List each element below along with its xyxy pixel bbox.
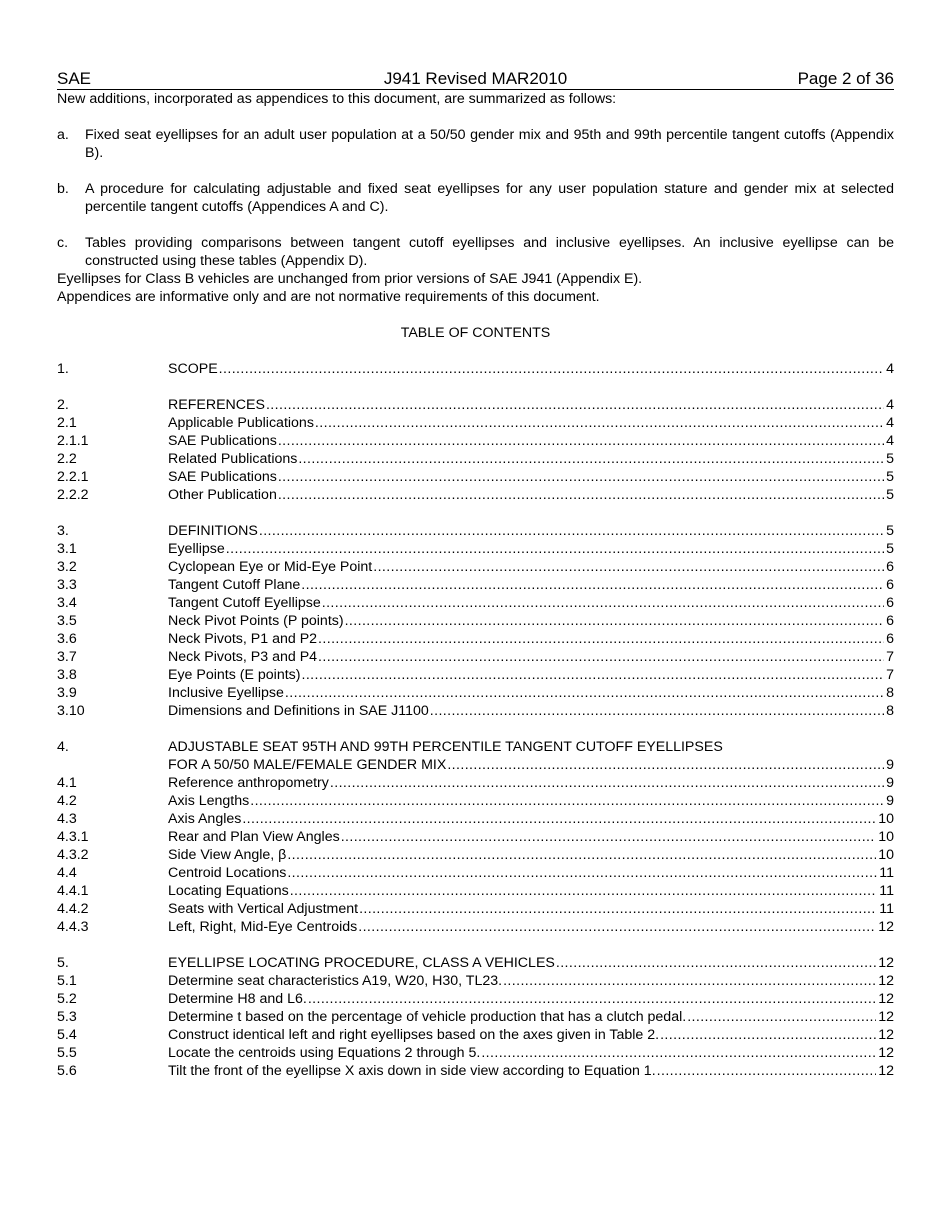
- leader-dots: [656, 1062, 877, 1080]
- toc-section-5: [57, 954, 894, 1080]
- leader-dots: [241, 810, 876, 828]
- toc-number: 4.3.2: [57, 847, 89, 863]
- toc-entry[interactable]: [57, 612, 894, 630]
- toc-title: Cyclopean Eye or Mid-Eye Point: [168, 559, 373, 575]
- toc-number: 3.1: [57, 541, 77, 557]
- toc-title: DEFINITIONS: [168, 523, 258, 539]
- toc-entry[interactable]: [57, 792, 894, 810]
- toc-number: 1.: [57, 361, 69, 377]
- leader-dots: [225, 540, 884, 558]
- leader-dots: [340, 828, 877, 846]
- leader-dots: [258, 522, 884, 540]
- toc-entry[interactable]: [57, 486, 894, 504]
- toc-page: 12: [878, 991, 894, 1007]
- leader-dots: [446, 756, 884, 774]
- toc-number: 3.: [57, 523, 69, 539]
- toc-entry[interactable]: [57, 828, 894, 846]
- leader-dots: [555, 954, 876, 972]
- leader-dots: [297, 450, 884, 468]
- toc-number: 2.: [57, 397, 69, 413]
- toc-title: Neck Pivots, P3 and P4: [168, 649, 318, 665]
- toc-page: 9: [886, 793, 894, 809]
- toc-title: Locating Equations: [168, 883, 289, 899]
- page-header: [57, 69, 894, 90]
- toc-title: Left, Right, Mid-Eye Centroids: [168, 919, 358, 935]
- toc-entry[interactable]: [57, 702, 894, 720]
- toc-entry[interactable]: [57, 864, 894, 882]
- toc-title: SCOPE: [168, 361, 218, 377]
- toc-number: 3.8: [57, 667, 77, 683]
- toc-entry[interactable]: [57, 1026, 894, 1044]
- list-marker: a.: [57, 127, 69, 143]
- leader-dots: [284, 684, 884, 702]
- toc-title: Determine seat characteristics A19, W20, H30, TL23.: [168, 973, 503, 989]
- toc-page: 12: [878, 1009, 894, 1025]
- toc-number: 5.: [57, 955, 69, 971]
- toc-page: 11: [879, 901, 894, 917]
- toc-number: 4.2: [57, 793, 77, 809]
- toc-title: Eye Points (E points): [168, 667, 301, 683]
- header-page-number: Page 2 of 36: [797, 69, 894, 88]
- toc-page: 4: [886, 433, 894, 449]
- toc-title-line2: FOR A 50/50 MALE/FEMALE GENDER MIX: [168, 757, 447, 773]
- leader-dots: [372, 558, 884, 576]
- toc-entry[interactable]: [57, 648, 894, 666]
- toc-entry[interactable]: [57, 810, 894, 828]
- toc-entry[interactable]: [57, 558, 894, 576]
- toc-entry[interactable]: [57, 576, 894, 594]
- toc-number: 4.1: [57, 775, 77, 791]
- leader-dots: [249, 792, 884, 810]
- toc-entry[interactable]: [57, 954, 894, 972]
- toc-page: 5: [886, 451, 894, 467]
- toc-title: Reference anthropometry: [168, 775, 329, 791]
- table-of-contents: [57, 360, 894, 1080]
- toc-page: 9: [886, 757, 894, 773]
- toc-section-1: [57, 360, 894, 378]
- list-text: Tables providing comparisons between tangent cutoff eyellipses and inclusive eyellipses. An inclusive eyellipse can be constructed using these tables (Appendix D).: [85, 235, 894, 269]
- leader-dots: [659, 1026, 876, 1044]
- toc-number: 5.3: [57, 1009, 77, 1025]
- header-org: SAE: [57, 69, 92, 88]
- toc-number: 3.9: [57, 685, 77, 701]
- toc-entry[interactable]: [57, 396, 894, 414]
- toc-section-4: [57, 774, 894, 936]
- toc-entry[interactable]: [57, 990, 894, 1008]
- toc-title: TABLE OF CONTENTS: [400, 325, 551, 341]
- header-doc-id: J941 Revised MAR2010: [383, 69, 568, 88]
- toc-number: 2.2.2: [57, 487, 89, 503]
- list-marker: c.: [57, 235, 69, 251]
- toc-entry[interactable]: [57, 738, 894, 756]
- leader-dots: [265, 396, 884, 414]
- toc-entry[interactable]: [57, 432, 894, 450]
- toc-section-2: [57, 396, 894, 504]
- toc-entry[interactable]: [57, 684, 894, 702]
- toc-page: 8: [886, 703, 894, 719]
- toc-number: 2.2: [57, 451, 77, 467]
- toc-title: Determine H8 and L6.: [168, 991, 307, 1007]
- appendices-paragraph: Appendices are informative only and are not normative requirements of this document.: [57, 289, 600, 305]
- toc-page: 12: [878, 955, 894, 971]
- toc-page: 12: [878, 973, 894, 989]
- toc-title: Locate the centroids using Equations 2 through 5.: [168, 1045, 481, 1061]
- toc-entry[interactable]: [57, 972, 894, 990]
- list-item-a: [57, 126, 894, 162]
- toc-page: 10: [878, 847, 894, 863]
- leader-dots: [321, 594, 884, 612]
- toc-page: 7: [886, 649, 894, 665]
- leader-dots: [277, 432, 884, 450]
- toc-number: 5.6: [57, 1063, 77, 1079]
- toc-number: 4.4.1: [57, 883, 89, 899]
- toc-page: 4: [886, 361, 894, 377]
- toc-page: 5: [886, 469, 894, 485]
- leader-dots: [502, 972, 876, 990]
- toc-entry[interactable]: [57, 846, 894, 864]
- toc-entry[interactable]: [57, 468, 894, 486]
- toc-entry[interactable]: [57, 1044, 894, 1062]
- toc-page: 10: [878, 811, 894, 827]
- class-b-paragraph: Eyellipses for Class B vehicles are unchanged from prior versions of SAE J941 (Appendix E).: [57, 271, 643, 287]
- toc-number: 5.4: [57, 1027, 77, 1043]
- toc-entry[interactable]: [57, 1008, 894, 1026]
- toc-entry[interactable]: [57, 918, 894, 936]
- toc-entry[interactable]: [57, 540, 894, 558]
- toc-title: Side View Angle, β: [168, 847, 287, 863]
- toc-entry[interactable]: [57, 360, 894, 378]
- leader-dots: [329, 774, 884, 792]
- leader-dots: [286, 864, 877, 882]
- toc-title: Neck Pivot Points (P points): [168, 613, 344, 629]
- toc-page: 12: [878, 919, 894, 935]
- toc-page: 11: [879, 883, 894, 899]
- toc-page: 6: [886, 559, 894, 575]
- toc-page: 6: [886, 577, 894, 593]
- toc-number: 3.3: [57, 577, 77, 593]
- toc-number: 4.3.1: [57, 829, 89, 845]
- toc-entry[interactable]: [57, 774, 894, 792]
- toc-title: REFERENCES: [168, 397, 265, 413]
- toc-entry[interactable]: [57, 882, 894, 900]
- leader-dots: [218, 360, 884, 378]
- toc-page: 6: [886, 631, 894, 647]
- toc-title: Neck Pivots, P1 and P2: [168, 631, 318, 647]
- leader-dots: [357, 918, 876, 936]
- toc-number: 3.6: [57, 631, 77, 647]
- list-item-b: [57, 180, 894, 216]
- toc-page: 8: [886, 685, 894, 701]
- toc-title: Tangent Cutoff Eyellipse: [168, 595, 321, 611]
- toc-title-line1: ADJUSTABLE SEAT 95TH AND 99TH PERCENTILE TANGENT CUTOFF EYELLIPSES: [168, 739, 723, 755]
- toc-number: 2.1: [57, 415, 77, 431]
- toc-page: 6: [886, 595, 894, 611]
- toc-page: 10: [878, 829, 894, 845]
- toc-title: EYELLIPSE LOCATING PROCEDURE, CLASS A VEHICLES: [168, 955, 555, 971]
- leader-dots: [307, 990, 876, 1008]
- toc-title: Tangent Cutoff Plane: [168, 577, 301, 593]
- toc-entry[interactable]: [57, 630, 894, 648]
- toc-title: SAE Publications: [168, 433, 277, 449]
- toc-number: 4.4.2: [57, 901, 89, 917]
- toc-page: 12: [878, 1045, 894, 1061]
- toc-page: 12: [878, 1063, 894, 1079]
- toc-title: Determine t based on the percentage of vehicle production that has a clutch pedal.: [168, 1009, 687, 1025]
- toc-page: 11: [879, 865, 894, 881]
- toc-entry[interactable]: [57, 1062, 894, 1080]
- leader-dots: [300, 666, 884, 684]
- toc-entry[interactable]: [57, 522, 894, 540]
- leader-dots: [286, 846, 876, 864]
- toc-page: 5: [886, 487, 894, 503]
- leader-dots: [344, 612, 885, 630]
- leader-dots: [277, 468, 884, 486]
- toc-title: Inclusive Eyellipse: [168, 685, 284, 701]
- toc-title: Eyellipse: [168, 541, 225, 557]
- list-item-c: [57, 234, 894, 270]
- toc-title: Axis Angles: [168, 811, 242, 827]
- leader-dots: [429, 702, 884, 720]
- toc-number: 5.1: [57, 973, 77, 989]
- leader-dots: [480, 1044, 876, 1062]
- leader-dots: [289, 882, 878, 900]
- document-page: [57, 69, 894, 1080]
- toc-title: Axis Lengths: [168, 793, 250, 809]
- toc-section-3: [57, 522, 894, 720]
- list-text: Fixed seat eyellipses for an adult user population at a 50/50 gender mix and 95th and 99th percentile tangent cutoffs (Appendix B).: [85, 127, 894, 161]
- list-text: A procedure for calculating adjustable and fixed seat eyellipses for any user population stature and gender mix at selected percentile tangent cutoffs (Appendices A and C).: [85, 181, 894, 215]
- toc-number: 4.4.3: [57, 919, 89, 935]
- toc-entry[interactable]: [57, 756, 894, 774]
- toc-number: 3.10: [57, 703, 85, 719]
- toc-page: 6: [886, 613, 894, 629]
- toc-number: 4.: [57, 739, 69, 755]
- leader-dots: [277, 486, 884, 504]
- toc-title: Centroid Locations: [168, 865, 287, 881]
- toc-page: 4: [886, 415, 894, 431]
- toc-page: 9: [886, 775, 894, 791]
- toc-entry[interactable]: [57, 900, 894, 918]
- toc-number: 3.2: [57, 559, 77, 575]
- leader-dots: [314, 414, 884, 432]
- leader-dots: [317, 648, 884, 666]
- toc-title: Dimensions and Definitions in SAE J1100: [168, 703, 429, 719]
- intro-paragraph: New additions, incorporated as appendices to this document, are summarized as follows:: [57, 91, 617, 107]
- toc-number: 3.5: [57, 613, 77, 629]
- list-marker: b.: [57, 181, 69, 197]
- toc-number: 2.2.1: [57, 469, 89, 485]
- toc-page: 4: [886, 397, 894, 413]
- toc-number: 5.5: [57, 1045, 77, 1061]
- toc-number: 3.4: [57, 595, 77, 611]
- toc-number: 2.1.1: [57, 433, 89, 449]
- toc-title: Construct identical left and right eyellipses based on the axes given in Table 2.: [168, 1027, 660, 1043]
- leader-dots: [358, 900, 877, 918]
- toc-page: 7: [886, 667, 894, 683]
- toc-page: 12: [878, 1027, 894, 1043]
- toc-entry[interactable]: [57, 594, 894, 612]
- toc-number: 4.3: [57, 811, 77, 827]
- toc-title: Rear and Plan View Angles: [168, 829, 340, 845]
- toc-number: 3.7: [57, 649, 77, 665]
- toc-number: 4.4: [57, 865, 77, 881]
- toc-title: Seats with Vertical Adjustment: [168, 901, 359, 917]
- toc-page: 5: [886, 523, 894, 539]
- leader-dots: [317, 630, 884, 648]
- toc-entry[interactable]: [57, 666, 894, 684]
- toc-entry[interactable]: [57, 450, 894, 468]
- leader-dots: [686, 1008, 876, 1026]
- toc-title: Tilt the front of the eyellipse X axis down in side view according to Equation 1.: [168, 1063, 656, 1079]
- toc-number: 5.2: [57, 991, 77, 1007]
- toc-title: Other Publication: [168, 487, 277, 503]
- toc-title: Related Publications: [168, 451, 298, 467]
- toc-title: SAE Publications: [168, 469, 277, 485]
- toc-title: Applicable Publications: [168, 415, 314, 431]
- leader-dots: [300, 576, 884, 594]
- toc-entry[interactable]: [57, 414, 894, 432]
- toc-page: 5: [886, 541, 894, 557]
